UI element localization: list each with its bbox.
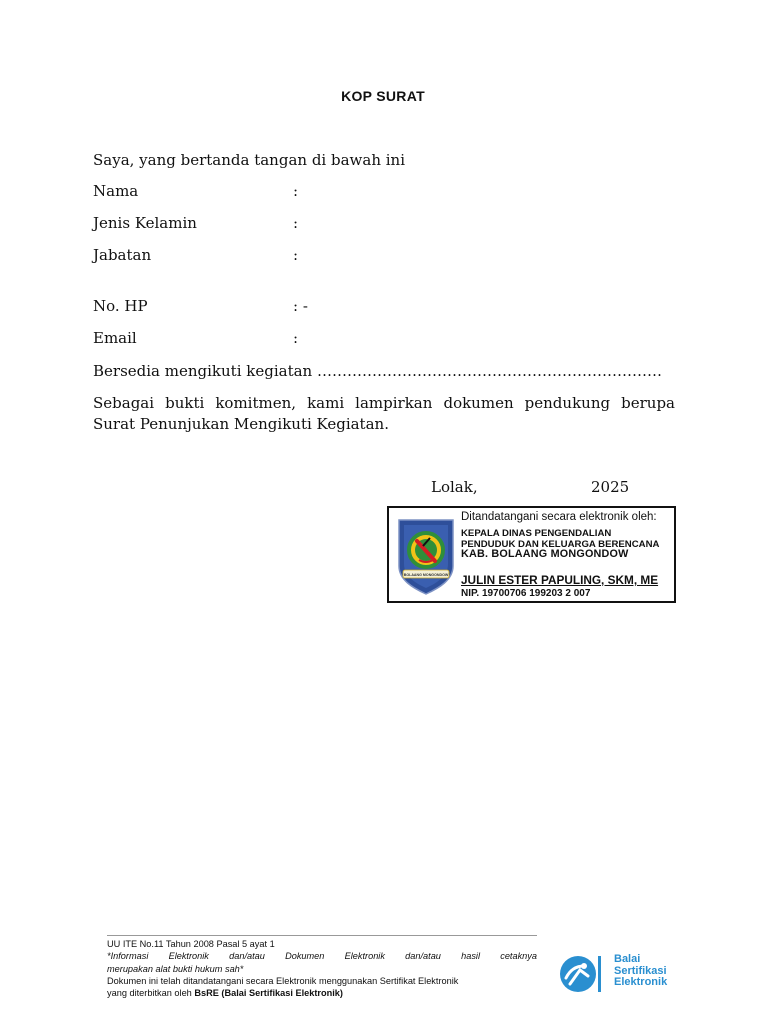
footer-quote-line: merupakan alat bukti hukum sah* — [107, 963, 244, 974]
bsre-logo-icon — [558, 954, 604, 994]
field-row-nama — [93, 182, 693, 202]
signatory-region: KAB. BOLAANG MONGONDOW — [461, 548, 629, 560]
field-value: : — [293, 329, 299, 347]
field-value: : — [293, 182, 299, 200]
footer-divider — [107, 935, 537, 936]
participation-line: Bersedia mengikuti kegiatan …………………………………………………………… — [93, 362, 662, 380]
field-value: : - — [293, 297, 308, 315]
intro-text: Saya, yang bertanda tangan di bawah ini — [93, 151, 405, 169]
place-label: Lolak, — [431, 478, 478, 496]
footer-notice — [107, 938, 537, 999]
field-row-jabatan — [93, 246, 693, 266]
signature-caption: Ditandatangani secara elektronik oleh: — [461, 511, 657, 523]
bsre-wordmark-line: Sertifikasi — [614, 964, 667, 977]
bsre-wordmark — [614, 954, 667, 989]
emblem-banner-text: BOLAANG MONGONDOW — [403, 573, 449, 577]
bsre-wordmark-line: Elektronik — [614, 976, 668, 988]
field-label: No. HP — [93, 297, 148, 315]
regency-emblem-icon — [395, 516, 457, 596]
field-label: Nama — [93, 182, 139, 200]
footer-note-bold: BsRE (Balai Sertifikasi Elektronik) — [194, 988, 343, 999]
footer-quote-line: *Informasi Elektronik dan/atau Dokumen Elektronik dan/atau hasil cetaknya — [107, 951, 537, 962]
bsre-wordmark-line: Balai — [614, 953, 641, 965]
electronic-signature-box — [387, 506, 676, 603]
footer-note-line: Dokumen ini telah ditandatangani secara Elektronik menggunakan Sertifikat Elektronik — [107, 975, 459, 986]
field-value: : — [293, 246, 299, 264]
footer-law-reference: UU ITE No.11 Tahun 2008 Pasal 5 ayat 1 — [107, 939, 275, 949]
field-label: Jabatan — [93, 246, 152, 264]
field-row-jenis-kelamin — [93, 214, 693, 234]
signatory-name: JULIN ESTER PAPULING, SKM, ME — [461, 573, 659, 587]
commitment-paragraph: Sebagai bukti komitmen, kami lampirkan dokumen pendukung berupa Surat Penunjukan Mengikuti Kegiatan. — [93, 394, 675, 433]
field-row-no-hp — [93, 297, 693, 317]
field-label: Jenis Kelamin — [93, 214, 197, 232]
signatory-office — [461, 528, 659, 550]
letter-heading: KOP SURAT — [341, 88, 425, 104]
field-value: : — [293, 214, 299, 232]
footer-note-prefix: yang diterbitkan oleh — [107, 988, 195, 999]
year-label: 2025 — [591, 478, 630, 496]
signatory-office-line: PENDUDUK DAN KELUARGA BERENCANA — [461, 539, 660, 550]
field-label: Email — [93, 329, 137, 347]
footer-note-line — [107, 987, 537, 999]
field-row-email — [93, 329, 693, 349]
signatory-nip: NIP. 19700706 199203 2 007 — [461, 588, 591, 599]
signatory-office-line: KEPALA DINAS PENGENDALIAN — [461, 528, 612, 539]
